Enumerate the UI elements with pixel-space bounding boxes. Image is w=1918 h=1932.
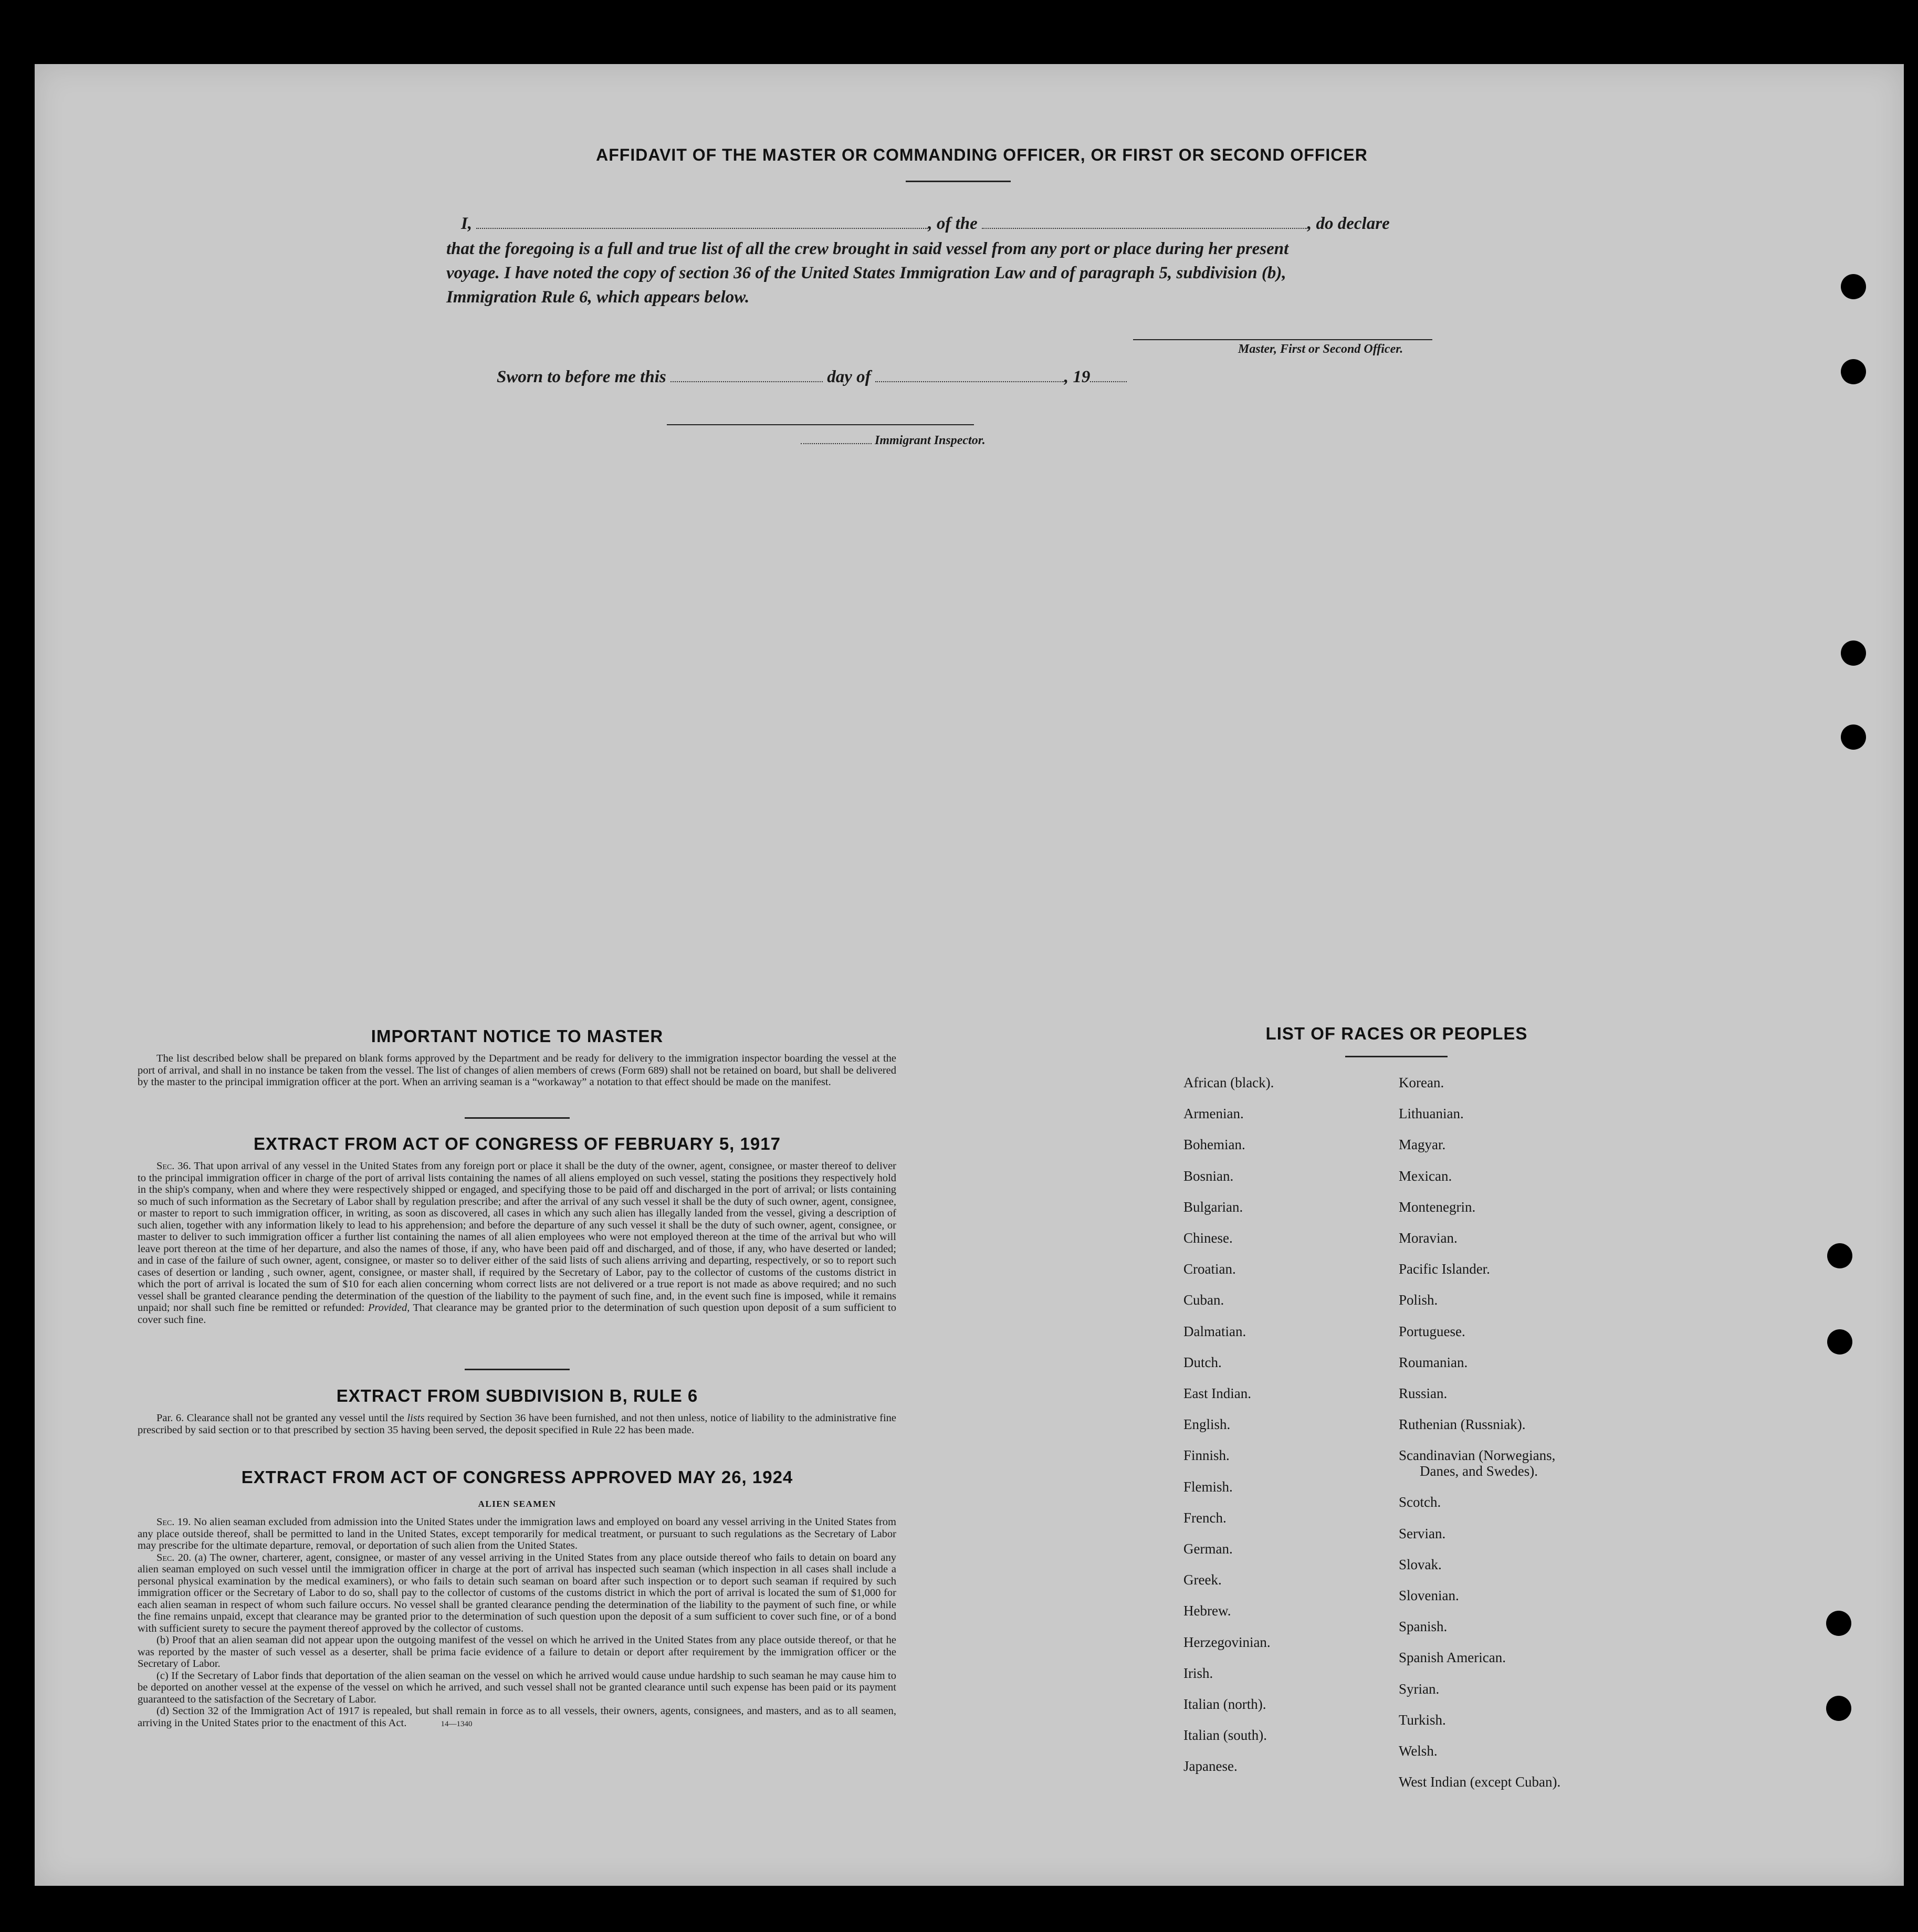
binder-hole	[1827, 1329, 1852, 1354]
master-name-blank[interactable]	[476, 227, 928, 229]
race-item: Herzegovinian.	[1183, 1634, 1271, 1650]
sec20a-body: (a) The owner, charterer, agent, consignee, or master of any vessel arriving in the United States from any place outside thereof who fails to detain on board any alien seaman employed on such vessel until the immigration officer in charge at the port of arrival has inspected such seaman (which inspection in all cases shall include a personal physical examination by the medical examiners), or who fails to detain such seaman on board after such inspection or to deport such seaman if required by such immigration officer or the Secretary of Labor to do so, shall pay to the collector of customs of the customs district in which the port of arrival is located the sum of $1,000 for each alien seaman in respect of whom such failure occurs. No vessel shall be granted clearance pending the determination of the liability to the payment of such fine, or while the fine remains unpaid, except that clearance may be granted prior to the determination of such question upon the deposit of a sum sufficient to cover such fine, or of a bond with sufficient surety to secure the payment thereof approved by the collector of customs.	[138, 1551, 897, 1634]
race-item: Montenegrin.	[1399, 1199, 1476, 1215]
notice-text	[138, 1053, 896, 1088]
races-left-column	[1183, 1067, 1274, 1782]
sworn-day-of: day of	[827, 368, 871, 386]
binder-hole	[1841, 359, 1866, 384]
binder-hole	[1826, 1696, 1851, 1721]
extract-1917-text	[138, 1160, 896, 1326]
race-item: African (black).	[1183, 1075, 1274, 1090]
master-signature-caption: Master, First or Second Officer.	[1238, 342, 1403, 356]
sec36-label: Sec. 36.	[156, 1160, 191, 1172]
sworn-year-prefix: , 19	[1064, 368, 1091, 386]
race-item: Lithuanian.	[1399, 1106, 1464, 1122]
race-item: Cuban.	[1183, 1292, 1224, 1308]
sec20-label: Sec. 20.	[156, 1551, 192, 1563]
rule6-title: EXTRACT FROM SUBDIVISION B, RULE 6	[336, 1386, 698, 1405]
race-item: Spanish.	[1399, 1619, 1448, 1635]
sworn-line	[497, 368, 1127, 387]
affidavit-do-declare: , do declare	[1307, 214, 1390, 233]
affidavit-line-4: Immigration Rule 6, which appears below.	[446, 288, 750, 307]
notice-title: IMPORTANT NOTICE TO MASTER	[371, 1026, 664, 1046]
sworn-day-blank[interactable]	[670, 381, 823, 382]
sec20d-body: (d) Section 32 of the Immigration Act of 1917 is repealed, but shall remain in force as to all vessels, their owners, agents, consignees, and masters, and as to all seamen, arriving in the United States prior to the enactment of this Act.	[138, 1705, 896, 1729]
notice-paragraph: The list described below shall be prepared on blank forms approved by the Department and be ready for delivery to the immigration inspector boarding the vessel at the port of arrival, and shall in no instance be taken from the vessel. The list of changes of alien members of crews (Form 689) shall not be retained on board, but shall be delivered by the master to the principal immigration officer at the port. When an arriving seaman is a “workaway” a notation to that effect should be made on the manifest.	[138, 1053, 896, 1088]
race-item: Turkish.	[1399, 1712, 1446, 1728]
race-item: Slovenian.	[1399, 1588, 1459, 1604]
race-item: Italian (south).	[1183, 1727, 1267, 1744]
race-item: West Indian (except Cuban).	[1399, 1774, 1561, 1790]
inspector-caption	[801, 434, 986, 448]
sec20b-paragraph: (b) Proof that an alien seaman did not appear upon the outgoing manifest of the vessel on which he arrived in the United States from any place outside thereof, or that he was reported by the master of such vessel as a deserter, shall be prima facie evidence of a failure to detain or deport after requirement by the immigration officer or the Secretary of Labor.	[138, 1634, 896, 1670]
inspector-caption-text: Immigrant Inspector.	[875, 434, 986, 447]
rule6-paragraph	[138, 1412, 896, 1436]
inspector-blank	[801, 443, 872, 444]
race-item: Roumanian.	[1399, 1354, 1468, 1370]
races-title: LIST OF RACES OR PEOPLES	[1265, 1024, 1528, 1043]
race-item: Armenian.	[1183, 1106, 1244, 1122]
extract-1924-title: EXTRACT FROM ACT OF CONGRESS APPROVED MAY 26, 1924	[241, 1467, 793, 1487]
race-item: Scandinavian (Norwegians,	[1399, 1447, 1556, 1464]
race-item: French.	[1183, 1509, 1227, 1526]
extract-1917-rule	[465, 1369, 570, 1370]
race-item: Dutch.	[1183, 1354, 1222, 1370]
race-item: Korean.	[1399, 1075, 1444, 1090]
race-item: German.	[1183, 1541, 1233, 1557]
race-item: Greek.	[1183, 1572, 1222, 1588]
race-item: East Indian.	[1183, 1385, 1251, 1402]
master-signature-line[interactable]	[1133, 339, 1432, 340]
sec19-label: Sec. 19.	[156, 1516, 191, 1528]
race-item: Pacific Islander.	[1399, 1261, 1490, 1277]
binder-hole	[1826, 1611, 1851, 1636]
binder-hole	[1827, 1243, 1852, 1268]
vessel-name-blank[interactable]	[982, 227, 1307, 229]
rule6-body-end: required by Section 36 have been furnished, and not then unless, notice of liability to the administrative fine prescribed by said section or to that prescribed by section 35 having been served, the deposit specified in Rule 22 has been made.	[138, 1412, 897, 1436]
race-item: English.	[1183, 1416, 1231, 1433]
sec20d-paragraph	[138, 1705, 896, 1730]
race-item: Flemish.	[1183, 1478, 1233, 1495]
race-item: Danes, and Swedes).	[1420, 1463, 1538, 1479]
race-item: Ruthenian (Russniak).	[1399, 1416, 1526, 1433]
sec36-body-end: That clearance may be granted prior to the determination of such question upon deposit of a sum sufficient to cover such fine.	[138, 1302, 896, 1326]
affidavit-title-rule	[906, 181, 1011, 182]
race-item: Italian (north).	[1183, 1696, 1266, 1713]
race-item: Syrian.	[1399, 1681, 1440, 1697]
race-item: Moravian.	[1399, 1230, 1458, 1246]
sec20a-paragraph	[138, 1552, 896, 1635]
sec36-body: That upon arrival of any vessel in the United States from any foreign port or place it shall be the duty of the owner, agent, consignee, or master thereof to deliver to the principal immigration officer in charge of the port of arrival lists containing the names of all aliens employed on such vessel, stating the positions they respectively hold in the ship's company, when and where they were respectively shipped or engaged, and specifying those to be paid off and discharged in the port of arrival; or lists containing so much of such information as the Secretary of Labor shall by regulation prescribe; and after the arrival of any such vessel it shall be the duty of such owner, agent, consignee, or master to report to such immigration officer, in writing, as soon as discovered, all cases in which any such alien has illegally landed from the vessel, giving a description of such alien, together with any information likely to lead to his apprehension; and before the departure of any such vessel it shall be the duty of such owner, agent, consignee, or master to deliver to such immigration officer a further list containing the names of all alien employees who were not employed thereon at the time of the arrival but who will leave port thereon at the time of her departure, and also the names of those, if any, who have been paid off and discharged, and of those, if any, who have deserted or landed; and in case of the failure of such owner, agent, consignee, or master so to deliver either of the said lists of such aliens arriving and departing, respectively, or so to report such cases of desertion or landing , such owner, agent, consignee, or master shall, if required by the Secretary of Labor, pay to the collector of customs of the customs district in which the port of arrival is located the sum of $10 for each alien concerning whom correct lists are not delivered or a true report is not made as above required; and no such vessel shall be granted clearance pending the determination of the question of the liability to the payment of such fine, and, in the event such fine is imposed, while it remains unpaid; nor shall such fine be remitted or refunded:	[138, 1160, 897, 1314]
affidavit-title: AFFIDAVIT OF THE MASTER OR COMMANDING OFFICER, OR FIRST OR SECOND OFFICER	[596, 145, 1368, 164]
alien-seamen-subtitle: ALIEN SEAMEN	[478, 1499, 557, 1509]
sec19-body: No alien seaman excluded from admission into the United States under the immigration laws and employed on board any vessel arriving in the United States from any place outside thereof, shall be permitted to land in the United States, except temporarily for medical treatment, or pursuant to such regulations as the Secretary of Labor may prescribe for the ultimate departure, removal, or deportation of such alien from the United States.	[138, 1516, 897, 1551]
race-item: Scotch.	[1399, 1494, 1441, 1510]
race-item: Welsh.	[1399, 1743, 1438, 1759]
race-item: Irish.	[1183, 1665, 1213, 1681]
sec36-paragraph	[138, 1160, 896, 1326]
extract-1917-title: EXTRACT FROM ACT OF CONGRESS OF FEBRUARY 5, 1917	[254, 1134, 781, 1153]
race-item: Bulgarian.	[1183, 1199, 1243, 1215]
sworn-text: Sworn to before me this	[497, 368, 666, 386]
race-item: Japanese.	[1183, 1758, 1238, 1774]
affidavit-line-3: voyage. I have noted the copy of section 36 of the United States Immigration Law and of paragraph 5, subdivision (b),	[446, 264, 1286, 282]
binder-hole	[1841, 274, 1866, 299]
race-item: Magyar.	[1399, 1137, 1446, 1153]
race-item: Portuguese.	[1399, 1323, 1465, 1339]
rule6-italic: lists	[407, 1412, 425, 1424]
race-item: Croatian.	[1183, 1261, 1236, 1277]
races-right-column	[1399, 1067, 1560, 1798]
sworn-year-blank[interactable]	[1090, 381, 1127, 382]
sec19-paragraph	[138, 1516, 896, 1552]
sworn-month-blank[interactable]	[875, 381, 1064, 382]
rule6-body: Par. 6. Clearance shall not be granted any vessel until the	[156, 1412, 404, 1424]
race-item: Mexican.	[1399, 1168, 1452, 1184]
race-item: Russian.	[1399, 1385, 1448, 1402]
affidavit-of-the: , of the	[928, 214, 978, 233]
race-item: Hebrew.	[1183, 1603, 1231, 1619]
race-item: Slovak.	[1399, 1556, 1442, 1572]
form-number: 14—1340	[441, 1719, 473, 1728]
affidavit-line-2: that the foregoing is a full and true list of all the crew brought in said vessel from any port or place during her present	[446, 239, 1289, 258]
sec20c-paragraph: (c) If the Secretary of Labor finds that deportation of the alien seaman on the vessel on which he arrived would cause undue hardship to such seaman he may cause him to be deported on another vessel at the expense of the vessel on which he arrived, and such vessel shall not be granted clearance until such expense has been paid or its payment guaranteed to the satisfaction of the Secretary of Labor.	[138, 1670, 896, 1705]
rule6-text	[138, 1412, 896, 1436]
binder-hole	[1841, 724, 1866, 750]
inspector-signature-line[interactable]	[667, 424, 974, 425]
race-item: Spanish American.	[1399, 1650, 1506, 1666]
race-item: Dalmatian.	[1183, 1323, 1246, 1339]
sec36-proviso: Provided,	[368, 1302, 410, 1314]
extract-1924-text	[138, 1516, 896, 1730]
affidavit-i: I,	[461, 214, 473, 233]
race-item: Bosnian.	[1183, 1168, 1234, 1184]
binder-hole	[1841, 640, 1866, 666]
race-item: Chinese.	[1183, 1230, 1233, 1246]
race-item: Polish.	[1399, 1292, 1438, 1308]
races-title-rule	[1345, 1056, 1448, 1057]
notice-rule	[465, 1117, 570, 1119]
race-item: Servian.	[1399, 1525, 1446, 1541]
affidavit-line-1	[461, 214, 1390, 234]
race-item: Finnish.	[1183, 1447, 1230, 1464]
race-item: Bohemian.	[1183, 1137, 1245, 1153]
